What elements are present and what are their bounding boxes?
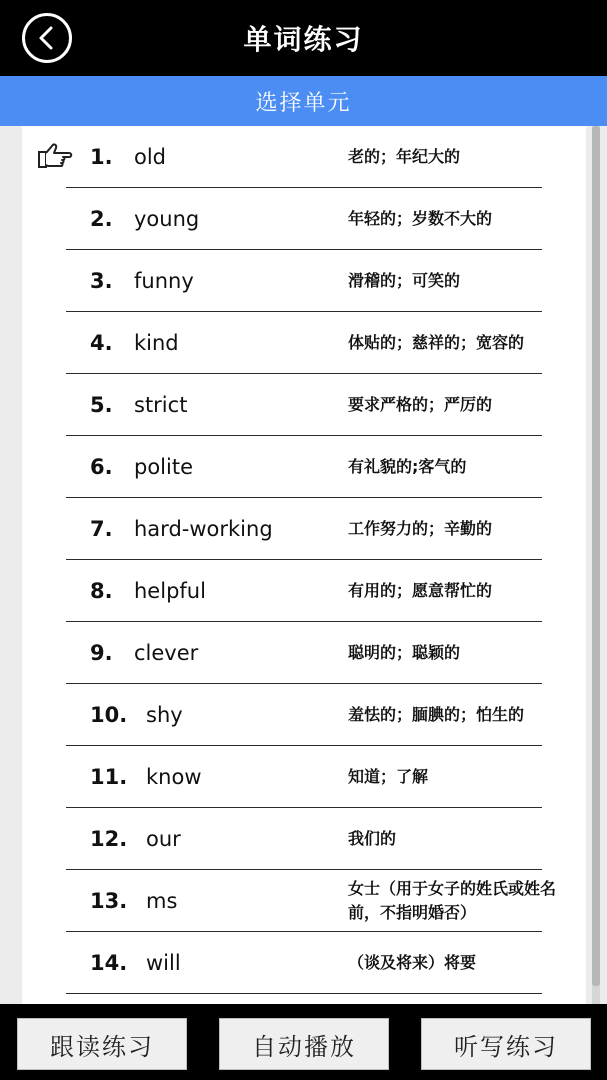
page-title: 单词练习 bbox=[243, 23, 364, 56]
word-text: shy bbox=[146, 703, 183, 727]
word-text: know bbox=[146, 765, 202, 789]
word-row[interactable] bbox=[22, 188, 586, 250]
word-number: 9. bbox=[90, 641, 113, 665]
word-text: young bbox=[134, 207, 200, 231]
word-text: our bbox=[146, 827, 181, 851]
word-row[interactable] bbox=[22, 932, 586, 994]
word-text: polite bbox=[134, 455, 194, 479]
word-number: 13. bbox=[90, 889, 128, 913]
word-row[interactable] bbox=[22, 870, 586, 932]
word-text: old bbox=[134, 145, 167, 169]
word-meaning: 滑稽的；可笑的 bbox=[348, 271, 461, 290]
word-number: 5. bbox=[90, 393, 113, 417]
select-unit-button[interactable] bbox=[0, 76, 607, 126]
word-number: 10. bbox=[90, 703, 128, 727]
word-number: 12. bbox=[90, 827, 128, 851]
word-meaning: 年轻的；岁数不大的 bbox=[348, 209, 493, 228]
word-row[interactable] bbox=[22, 436, 586, 498]
word-number: 7. bbox=[90, 517, 113, 541]
word-meaning: 体贴的；慈祥的；宽容的 bbox=[348, 333, 525, 352]
word-row[interactable] bbox=[22, 374, 586, 436]
word-meaning: 老的；年纪大的 bbox=[348, 147, 461, 166]
word-number: 4. bbox=[90, 331, 113, 355]
word-meaning: 知道；了解 bbox=[348, 767, 429, 786]
row-divider bbox=[66, 993, 542, 994]
word-row[interactable] bbox=[22, 746, 586, 808]
auto-play-button[interactable]: 自动播放 bbox=[219, 1018, 389, 1070]
word-text: hard-working bbox=[134, 517, 273, 541]
scrollbar-thumb[interactable] bbox=[592, 126, 600, 986]
word-text: clever bbox=[134, 641, 199, 665]
word-number: 6. bbox=[90, 455, 113, 479]
word-text: helpful bbox=[134, 579, 206, 603]
word-meaning: 要求严格的；严厉的 bbox=[348, 395, 493, 414]
pointing-hand-icon bbox=[36, 140, 78, 172]
word-meaning: 羞怯的；腼腆的；怕生的 bbox=[348, 705, 525, 724]
word-row[interactable] bbox=[22, 684, 586, 746]
select-unit-label: 选择单元 bbox=[255, 90, 352, 116]
word-row[interactable] bbox=[22, 250, 586, 312]
word-number: 8. bbox=[90, 579, 113, 603]
word-meaning: 女士（用于女子的姓氏或姓名前，不指明婚否） bbox=[348, 879, 557, 922]
word-text: funny bbox=[134, 269, 194, 293]
word-row[interactable] bbox=[22, 498, 586, 560]
word-text: strict bbox=[134, 393, 188, 417]
word-row[interactable] bbox=[22, 312, 586, 374]
word-list bbox=[22, 126, 586, 1004]
bottom-toolbar bbox=[0, 1004, 607, 1080]
scrollbar[interactable] bbox=[592, 126, 600, 1006]
top-bar bbox=[0, 0, 607, 76]
word-row[interactable] bbox=[22, 622, 586, 684]
word-text: ms bbox=[146, 889, 178, 913]
word-number: 1. bbox=[90, 145, 113, 169]
word-number: 3. bbox=[90, 269, 113, 293]
word-meaning: 工作努力的；辛勤的 bbox=[348, 519, 493, 538]
word-meaning: （谈及将来）将要 bbox=[348, 953, 477, 972]
word-row[interactable] bbox=[22, 126, 586, 188]
word-number: 2. bbox=[90, 207, 113, 231]
word-meaning: 有用的；愿意帮忙的 bbox=[348, 581, 493, 600]
word-row[interactable] bbox=[22, 808, 586, 870]
word-number: 14. bbox=[90, 951, 128, 975]
word-number: 11. bbox=[90, 765, 128, 789]
word-meaning: 我们的 bbox=[348, 829, 397, 848]
word-text: kind bbox=[134, 331, 179, 355]
word-meaning: 聪明的；聪颖的 bbox=[348, 643, 461, 662]
dictation-button[interactable]: 听写练习 bbox=[421, 1018, 591, 1070]
word-row[interactable] bbox=[22, 560, 586, 622]
follow-read-button[interactable]: 跟读练习 bbox=[17, 1018, 187, 1070]
word-meaning: 有礼貌的;客气的 bbox=[348, 457, 467, 476]
word-text: will bbox=[146, 951, 181, 975]
